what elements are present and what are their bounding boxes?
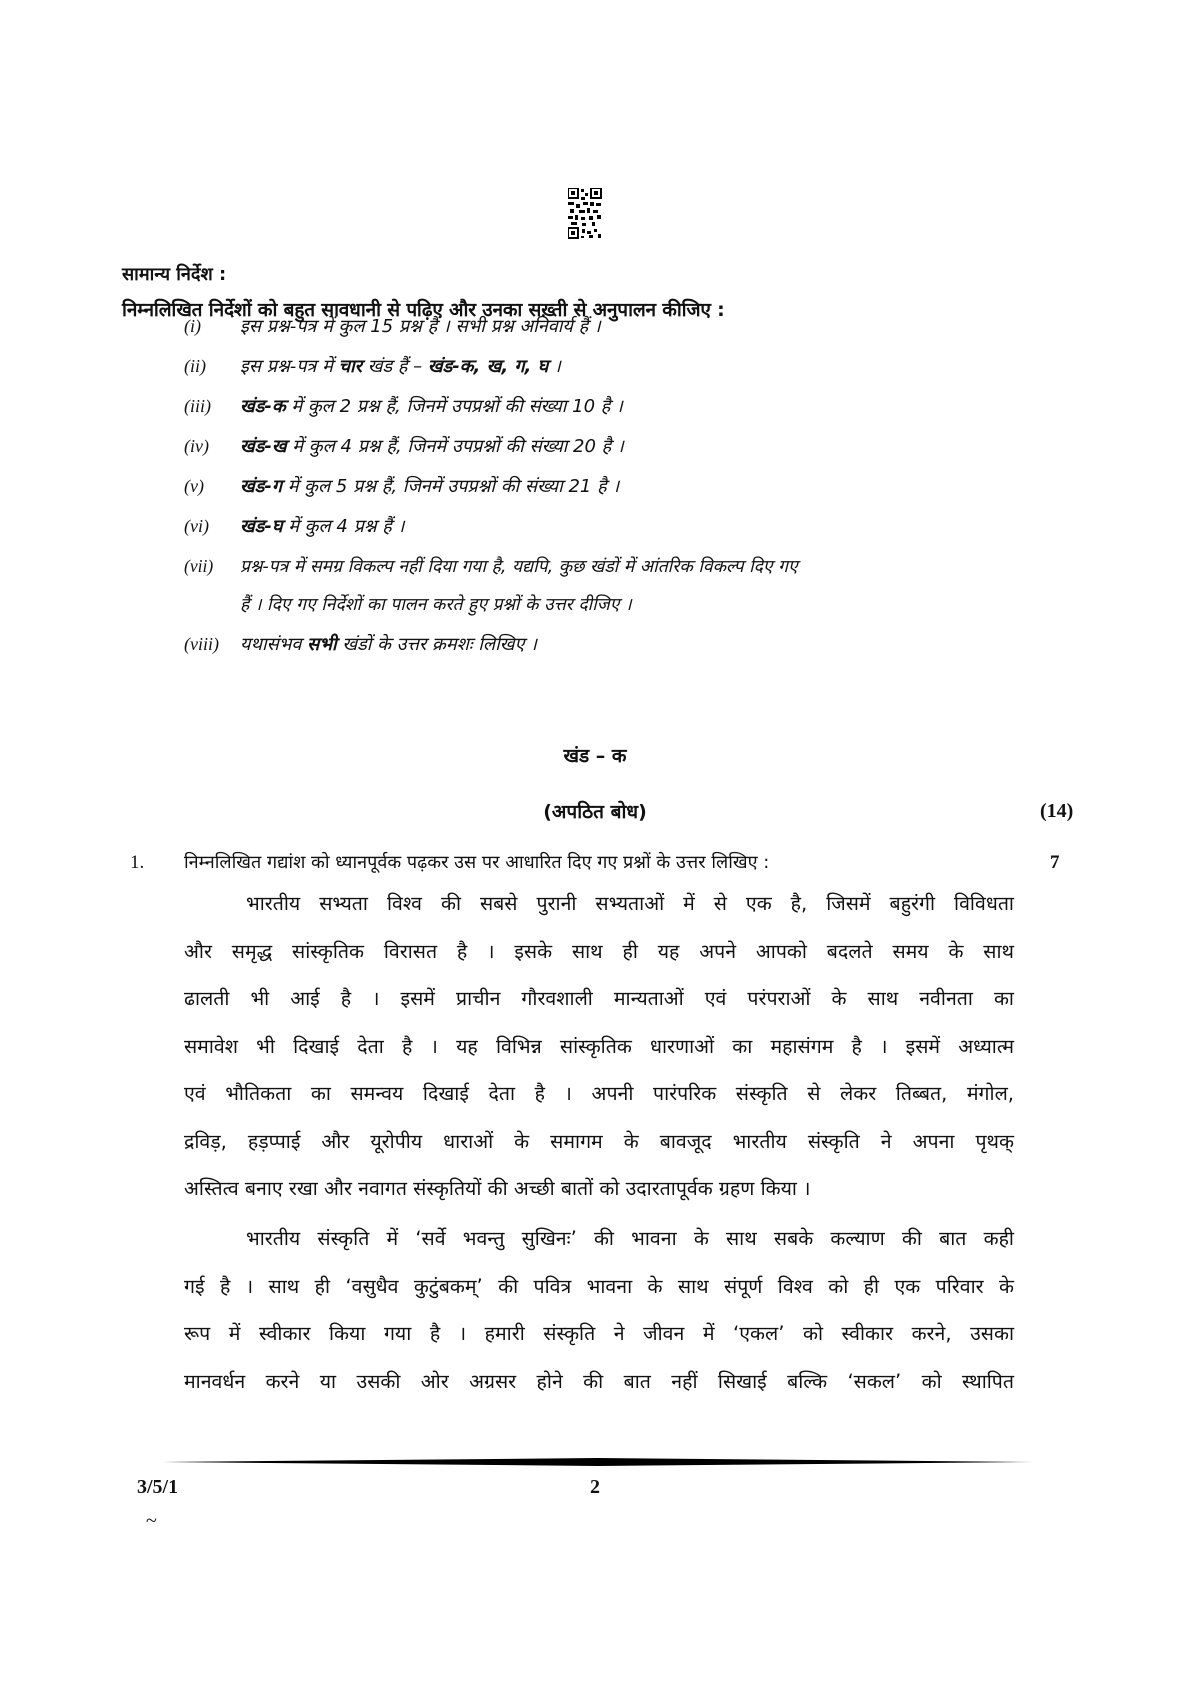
- instruction-number: (iii): [184, 396, 211, 416]
- passage-line: ढालती भी आई है । इसमें प्राचीन गौरवशाली मान्यताओं एवं परंपराओं के साथ नवीनता का: [184, 987, 1014, 1010]
- instruction-item: (iv) खंड-ख में कुल 4 प्रश्न हैं, जिनमें उपप्रश्नों की संख्या 20 है ।: [184, 436, 624, 457]
- passage-line: भारतीय संस्कृति में ‘सर्वे भवन्तु सुखिनः’ की भावना के साथ सबके कल्याण की बात कही: [246, 1227, 1014, 1250]
- page-number: 2: [590, 1476, 600, 1498]
- instruction-number: (viii): [184, 634, 219, 654]
- instruction-item: (viii) यथासंभव सभी खंडों के उत्तर क्रमशः लिखिए ।: [184, 634, 537, 655]
- passage-line: अस्तित्व बनाए रखा और नवागत संस्कृतियों की अच्छी बातों को उदारतापूर्वक ग्रहण किया ।: [184, 1177, 811, 1200]
- general-instructions-intro: निम्नलिखित निर्देशों को बहुत सावधानी से पढ़िए और उनका सख़्ती से अनुपालन कीजिए :: [122, 299, 725, 321]
- qr-code-icon: [568, 188, 602, 240]
- passage-line: समावेश भी दिखाई देता है । यह विभिन्न सांस्कृतिक धारणाओं का महासंगम है । इसमें अध्यात्म: [184, 1034, 1014, 1058]
- passage-paragraph-2: [184, 1215, 1014, 1405]
- passage-line: गई है । साथ ही ‘वसुधैव कुटुंबकम्’ की पवित्र भावना के साथ संपूर्ण विश्व को ही एक परिवार के: [184, 1274, 1014, 1298]
- passage-line: एवं भौतिकता का समन्वय दिखाई देता है । अपनी पारंपरिक संस्कृति से लेकर तिब्बत, मंगोल,: [184, 1082, 1014, 1105]
- instruction-item: (vii) प्रश्न-पत्र में समग्र विकल्प नहीं दिया गया है, यद्यपि, कुछ खंडों में आंतरिक विकल्प दिए गए: [184, 556, 798, 577]
- question-text: निम्नलिखित गद्यांश को ध्यानपूर्वक पढ़कर उस पर आधारित दिए गए प्रश्नों के उत्तर लिखिए :: [184, 852, 770, 873]
- instruction-number: (ii): [184, 356, 206, 376]
- passage-line: मानवर्धन करने या उसकी ओर अग्रसर होने की बात नहीं सिखाई बल्कि ‘सकल’ को स्थापित: [184, 1369, 1014, 1393]
- instruction-number: (i): [184, 316, 201, 336]
- instruction-item-continuation: हैं । दिए गए निर्देशों का पालन करते हुए प्रश्नों के उत्तर दीजिए ।: [240, 595, 632, 615]
- instruction-item: (ii) इस प्रश्न-पत्र में चार खंड हैं – खंड-क, ख, ग, घ ।: [184, 356, 561, 377]
- passage-line: और समृद्ध सांस्कृतिक विरासत है । इसके साथ ही यह अपने आपको बदलते समय के साथ: [184, 939, 1014, 963]
- instruction-number: (vii): [184, 556, 214, 576]
- footer-mark: ~: [146, 1510, 157, 1532]
- section-title: खंड – क: [563, 745, 627, 767]
- section-marks: (14): [1040, 800, 1074, 822]
- instruction-item: (vi) खंड-घ में कुल 4 प्रश्न हैं ।: [184, 516, 405, 537]
- paper-code: 3/5/1: [137, 1476, 179, 1498]
- general-instructions-title: सामान्य निर्देश :: [122, 264, 227, 285]
- instruction-number: (v): [184, 476, 204, 496]
- instruction-item: (i) इस प्रश्न-पत्र में कुल 15 प्रश्न हैं । सभी प्रश्न अनिवार्य हैं ।: [184, 316, 601, 337]
- passage-line: रूप में स्वीकार किया गया है । हमारी संस्कृति ने जीवन में ‘एकल’ को स्वीकार करने, उसका: [184, 1322, 1014, 1345]
- question-number: 1.: [130, 852, 145, 873]
- instruction-item: (v) खंड-ग में कुल 5 प्रश्न हैं, जिनमें उपप्रश्नों की संख्या 21 है ।: [184, 476, 620, 497]
- passage-line: द्रविड़, हड़प्पाई और यूरोपीय धाराओं के समागम के बावजूद भारतीय संस्कृति ने अपना पृथक्: [184, 1129, 1014, 1153]
- passage-line: भारतीय सभ्यता विश्व की सबसे पुरानी सभ्यताओं में से एक है, जिसमें बहुरंगी विविधता: [246, 892, 1014, 915]
- footer-divider: [162, 1458, 1034, 1466]
- instruction-item: (iii) खंड-क में कुल 2 प्रश्न हैं, जिनमें उपप्रश्नों की संख्या 10 है ।: [184, 396, 623, 417]
- instruction-number: (iv): [184, 436, 209, 456]
- passage-paragraph-1: [184, 880, 1014, 1213]
- section-subtitle: (अपठित बोध): [543, 801, 647, 823]
- instruction-number: (vi): [184, 516, 209, 536]
- question-marks: 7: [1050, 852, 1060, 873]
